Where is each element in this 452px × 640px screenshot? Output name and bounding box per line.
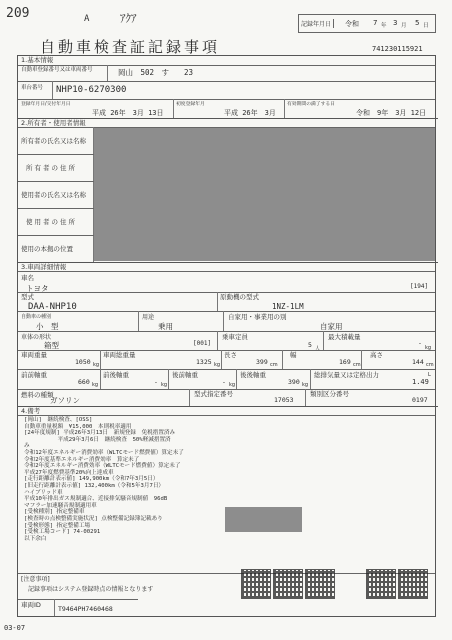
width-value: 169	[339, 358, 351, 366]
remark-line: [受検形態] 指定整備工場	[24, 522, 91, 529]
maker-label: 車名	[21, 274, 34, 282]
model-label: 型式	[21, 293, 34, 301]
remark-line: マフラー加速騒音規制適用車	[24, 502, 97, 509]
height-value: 144	[412, 358, 424, 366]
rear-front-axle-unit: kg	[229, 382, 236, 388]
front-rear-axle-label: 前後軸重	[103, 371, 129, 379]
qr-code-1	[241, 569, 271, 599]
remark-line: [24年度規制] 平成26年3月13日 新規登録 免税措置済み	[24, 430, 176, 437]
width-label: 幅	[290, 351, 297, 359]
gross-weight-unit: kg	[214, 362, 221, 368]
issue-date-month-unit: 月	[401, 23, 407, 29]
capacity-label: 乗車定員	[222, 333, 248, 341]
reg-number-value: 岡山 502 す 23	[118, 68, 194, 77]
maker-value: トヨタ	[26, 284, 49, 293]
issue-date-month: 3	[393, 19, 398, 27]
inspection-record-form	[17, 55, 436, 617]
remark-line: [走行距離計表示値] 149,900km（令和7年3月5日）	[24, 476, 159, 483]
section-owner-header: 2.所有者・使用者情報	[18, 118, 438, 127]
remark-line: み	[24, 443, 30, 450]
remark-line: 令和2年度エネルギー消費効率（WLTCモード燃費値）算定未了	[24, 463, 181, 470]
chassis-value: NHP10-6270300	[56, 85, 127, 95]
owner-name-label: 所有者の氏名又は名称	[21, 137, 86, 145]
issue-date-era: 令和	[345, 20, 359, 28]
qr-code-5	[398, 569, 428, 599]
shape-value: 箱型	[44, 341, 59, 350]
category-number-value: 0197	[412, 396, 428, 404]
remark-line: 平成10年排出ガス規制適合、近接排気騒音規制値 96dB	[24, 496, 168, 503]
use-value: 乗用	[158, 322, 173, 331]
remark-line: ハイブリッド車	[24, 489, 63, 496]
type-designation-value: 17053	[274, 396, 294, 404]
chassis-label: 車台番号	[21, 85, 44, 91]
rear-rear-axle-label: 後後軸重	[240, 371, 266, 379]
vehicle-id-value: T9464PH7460468	[58, 605, 113, 613]
rear-front-axle-label: 後前軸重	[172, 371, 198, 379]
section-basic-header: 1.基本情報	[21, 56, 54, 64]
issue-date-box	[298, 14, 436, 33]
rear-rear-axle-unit: kg	[302, 382, 309, 388]
displacement-value: 1.49	[412, 378, 429, 386]
rear-front-axle-value: -	[222, 378, 226, 386]
weight-value: 1050	[75, 358, 91, 366]
remark-line: 令和12年度エネルギー消費効率（WLTCモード燃費値）算定未了	[24, 450, 184, 456]
height-unit: cm	[426, 362, 434, 368]
vehicle-id-label: 車両ID	[21, 601, 41, 609]
remark-line: 平成27年度燃費基準20%向上達成車	[24, 469, 114, 476]
first-reg-label: 登録年月日/交付年月日	[21, 102, 71, 107]
user-address-label: 使用者の住所	[26, 218, 77, 226]
section-notes-header: 4.備考	[18, 406, 438, 415]
qr-code-4	[366, 569, 396, 599]
engine-value: 1NZ-1LM	[272, 302, 304, 311]
remark-line: 自動車重量税額 ¥15,000 本則税率適用	[24, 423, 132, 430]
displacement-unit: L	[428, 372, 431, 378]
use-label: 用途	[142, 314, 155, 321]
shape-label: 車体の形状	[21, 334, 52, 341]
issue-date-day: 5	[415, 19, 420, 27]
remark-line: [岡山] 継続検査、[OSS]	[24, 417, 93, 423]
weight-label: 車両重量	[21, 351, 47, 359]
max-load-unit: kg	[425, 345, 432, 351]
kind-value: 小 型	[36, 322, 59, 331]
remark-line: [旧走行距離計表示値] 132,400km（令和5年3月7日）	[24, 483, 165, 489]
max-load-label: 最大積載量	[328, 333, 361, 341]
category-number-label: 類別区分番号	[310, 390, 349, 398]
handwritten-letter: A	[84, 14, 90, 24]
type-designation-label: 型式指定番号	[194, 390, 233, 398]
redacted-owner-info	[94, 128, 435, 261]
rear-rear-axle-value: 390	[288, 378, 300, 386]
length-unit: cm	[270, 362, 278, 368]
remark-line: 以下余白	[24, 535, 47, 542]
owner-address-label: 所有者の住所	[26, 164, 77, 172]
business-use-label: 自家用・事業用の別	[228, 313, 287, 321]
base-location-label: 使用の本拠の位置	[21, 245, 73, 253]
first-reg-value: 平成 26年 3月 13日	[92, 109, 164, 117]
front-front-axle-value: 660	[78, 378, 90, 386]
fuel-label: 燃料の種類	[21, 391, 54, 399]
model-value: DAA-NHP10	[28, 302, 77, 312]
weight-unit: kg	[93, 362, 100, 368]
front-rear-axle-value: -	[154, 378, 158, 386]
gross-weight-label: 車両総重量	[103, 351, 136, 359]
remark-line: [検査時の点検整備実施状況] 点検整備記録簿記載あり	[24, 516, 163, 522]
length-label: 長さ	[224, 351, 237, 359]
remark-line: 平成29年3月6日 継続検査 50%軽減措置済	[24, 436, 171, 443]
notice-title: [注意事項]	[21, 576, 50, 583]
kind-label: 自動車の種別	[21, 314, 52, 320]
height-label: 高さ	[370, 351, 383, 359]
issue-date-year-unit: 年	[381, 23, 387, 29]
reg-number-label: 自動車登録番号又は車両番号	[21, 67, 93, 73]
front-front-axle-label: 前前軸重	[21, 371, 47, 379]
capacity-unit: 人	[315, 346, 321, 352]
fuel-value: ガソリン	[50, 396, 80, 405]
max-load-value: -	[418, 339, 422, 347]
remark-line: [受検工場コード] 74-00291	[24, 529, 101, 536]
expiry-label: 有効期間の満了する日	[287, 102, 335, 107]
issue-date-year: 7	[373, 19, 378, 27]
handwritten-code: ｱｸｱ	[120, 12, 137, 25]
corner-code: 03-07	[4, 624, 26, 632]
engine-label: 原動機の型式	[220, 293, 259, 301]
issue-date-day-unit: 日	[423, 23, 429, 29]
first-year-label: 初度登録年月	[176, 102, 205, 107]
front-front-axle-unit: kg	[92, 382, 99, 388]
gross-weight-value: 1325	[196, 358, 212, 366]
capacity-value: 5	[308, 341, 312, 349]
handwritten-number: 209	[6, 6, 30, 21]
displacement-label: 総排気量又は定格出力	[314, 371, 379, 379]
first-year-value: 平成 26年 3月	[224, 109, 276, 117]
width-unit: cm	[353, 362, 361, 368]
business-use-value: 自家用	[320, 322, 343, 331]
section-vehicle-header: 3.車両詳細情報	[18, 262, 438, 271]
user-name-label: 使用者の氏名又は名称	[21, 191, 86, 199]
expiry-value: 令和 9年 3月 12日	[356, 109, 427, 117]
remark-line: 令和2年度基準エネルギー消費効率 算定未了	[24, 456, 140, 463]
redacted-stamp	[225, 507, 302, 532]
page-title: 自動車検査証記録事項	[40, 38, 221, 56]
notice-text: 記録事項はシステム登録時点の情報となります	[28, 586, 154, 593]
qr-code-3	[305, 569, 335, 599]
shape-code: [001]	[193, 340, 212, 347]
front-rear-axle-unit: kg	[161, 382, 168, 388]
remarks-list	[18, 417, 435, 592]
qr-code-2	[273, 569, 303, 599]
issue-date-label: 記録年月日	[301, 19, 334, 28]
remark-line: [受検種別] 指定整備車	[24, 509, 85, 516]
document-number: 741230115921	[372, 45, 423, 53]
maker-code: [194]	[410, 283, 429, 290]
length-value: 399	[256, 358, 268, 366]
